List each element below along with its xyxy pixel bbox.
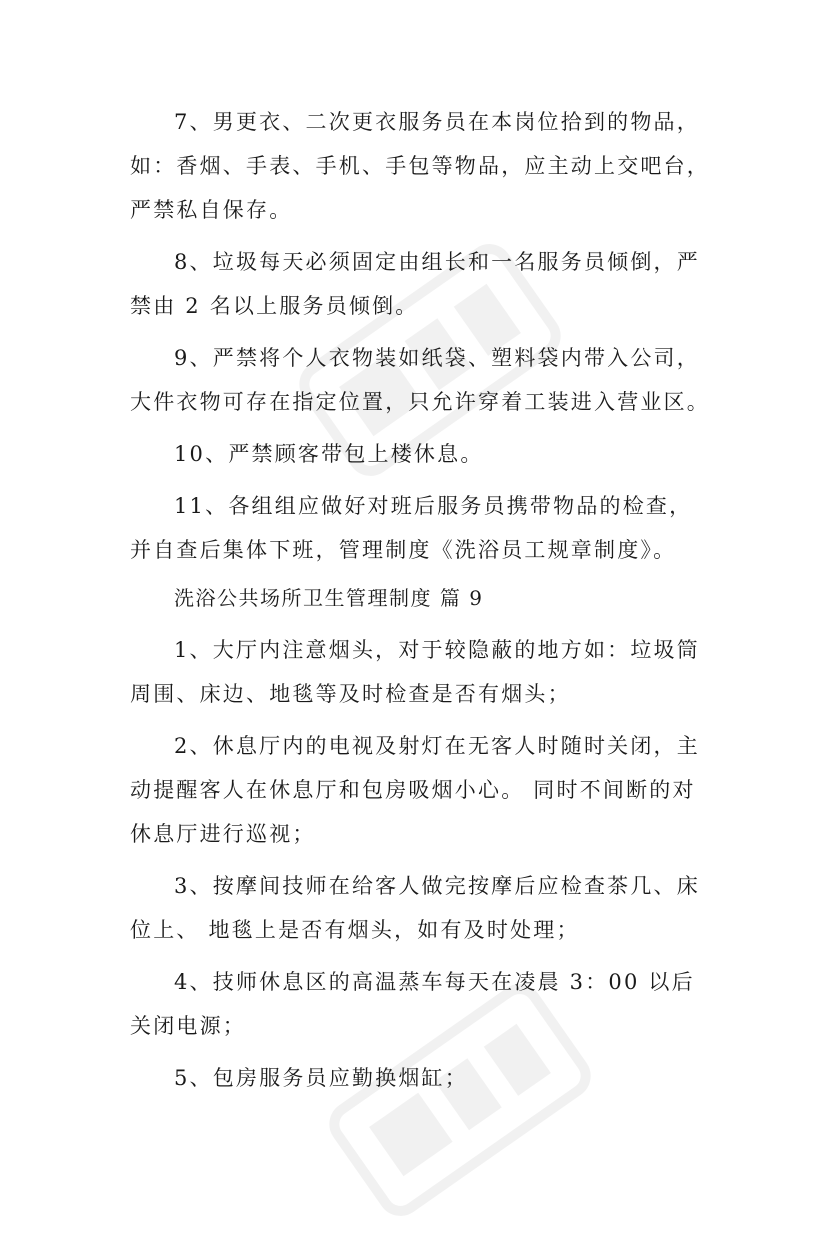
- section-heading: 洗浴公共场所卫生管理制度 篇 9: [174, 586, 484, 610]
- paragraph-11: 11、各组组应做好对班后服务员携带物品的检查，并自查后集体下班，管理制度《洗浴员工规章制度》。: [130, 494, 693, 562]
- section-paragraph-5: 5、包房服务员应勤换烟缸；: [174, 1066, 468, 1090]
- section-paragraph-1: 1、大厅内注意烟头，对于较隐蔽的地方如：垃圾筒周围、床边、地毯等及时检查是否有烟头；: [130, 638, 700, 706]
- document-body: [130, 100, 710, 1100]
- section-paragraph-3: 3、按摩间技师在给客人做完按摩后应检查茶几、床位上、 地毯上是否有烟头，如有及时处理；: [130, 874, 700, 942]
- paragraph-8: 8、垃圾每天必须固定由组长和一名服务员倾倒，严禁由 2 名以上服务员倾倒。: [130, 250, 700, 318]
- section-paragraph-2: 2、休息厅内的电视及射灯在无客人时随时关闭，主动提醒客人在休息厅和包房吸烟小心。 同时不间断的对休息厅进行巡视；: [130, 734, 700, 846]
- paragraph-9: 9、严禁将个人衣物装如纸袋、塑料袋内带入公司，大件衣物可存在指定位置，只允许穿着工装进入营业区。: [130, 346, 710, 414]
- paragraph-10: 10、严禁顾客带包上楼休息。: [174, 442, 484, 466]
- paragraph-7: 7、男更衣、二次更衣服务员在本岗位拾到的物品，如：香烟、手表、手机、手包等物品，应主动上交吧台，严禁私自保存。: [130, 110, 710, 222]
- section-paragraph-4: 4、技师休息区的高温蒸车每天在凌晨 3：00 以后关闭电源；: [130, 970, 695, 1038]
